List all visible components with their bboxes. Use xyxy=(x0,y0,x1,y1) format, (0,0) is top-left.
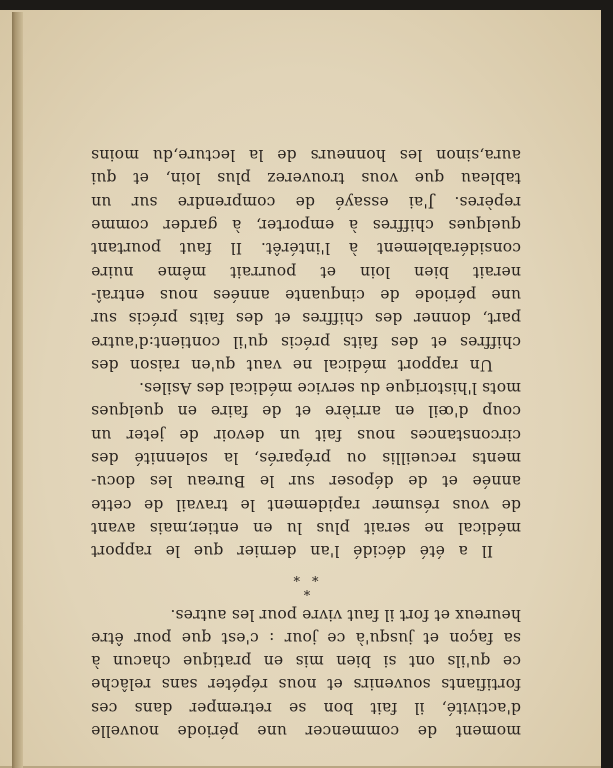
text-line: part, donner des chiffres et des faits précis sur xyxy=(91,309,521,328)
text-line: d'activité, il fait bon se retremper dans ces xyxy=(91,698,521,717)
body-text xyxy=(91,143,521,742)
text-line: coup d'œil en arrière et de faire en quelques xyxy=(91,402,521,421)
text-line: quelques chiffres à emporter, à garder comme xyxy=(91,216,521,235)
page-edge xyxy=(12,12,23,768)
text-line: une période de cinquante années nous entraî- xyxy=(91,285,521,304)
text-line: mots l'historique du service médical des Asiles. xyxy=(138,379,521,398)
paragraph-first-line: Il a été décidé l'an dernier que le rapport xyxy=(91,542,493,561)
paragraph-first-line: Un rapport médical ne vaut qu'en raison des xyxy=(91,355,493,374)
text-line: repères. J'ai essayé de comprendre sur un xyxy=(91,192,521,211)
text-line: ments recueillis ou préparés, la solennité des xyxy=(91,449,521,468)
text-line: fortifiants souvenirs et nous répéter sans relâche xyxy=(91,675,521,694)
text-line: ce qu'ils ont si bien mis en pratique chacun à xyxy=(91,652,521,671)
text-line: aura,sinon les honneurs de la lecture,du moins xyxy=(91,146,521,165)
text-line: heureux et fort il faut vivre pour les autres. xyxy=(170,605,521,624)
text-line: année et de déposer sur le Bureau les docu- xyxy=(91,472,521,491)
text-line: chiffres et des faits précis qu'il contient:d'autre xyxy=(91,332,521,351)
text-line: tableau que vous trouverez plus loin, et qui xyxy=(91,169,521,188)
text-line: circonstances nous fait un devoir de jeter un xyxy=(91,425,521,444)
separator-star-top: * xyxy=(301,582,311,598)
text-line: moment de commencer une période nouvelle xyxy=(91,722,521,740)
text-line: considérablement à l'intérêt. Il faut pourtant xyxy=(91,239,521,258)
text-line: sa façon et jusqu'à ce jour : c'est que pour être xyxy=(91,628,521,647)
section-separator xyxy=(91,562,521,602)
text-line: nerait bien loin et pourrait même nuire xyxy=(91,262,521,281)
separator-stars-bottom: ** xyxy=(281,568,319,584)
text-line: médical ne serait plus lu en entier,mais avant xyxy=(91,518,521,537)
text-line: de vous résumer rapidement le travail de cette xyxy=(91,495,521,514)
